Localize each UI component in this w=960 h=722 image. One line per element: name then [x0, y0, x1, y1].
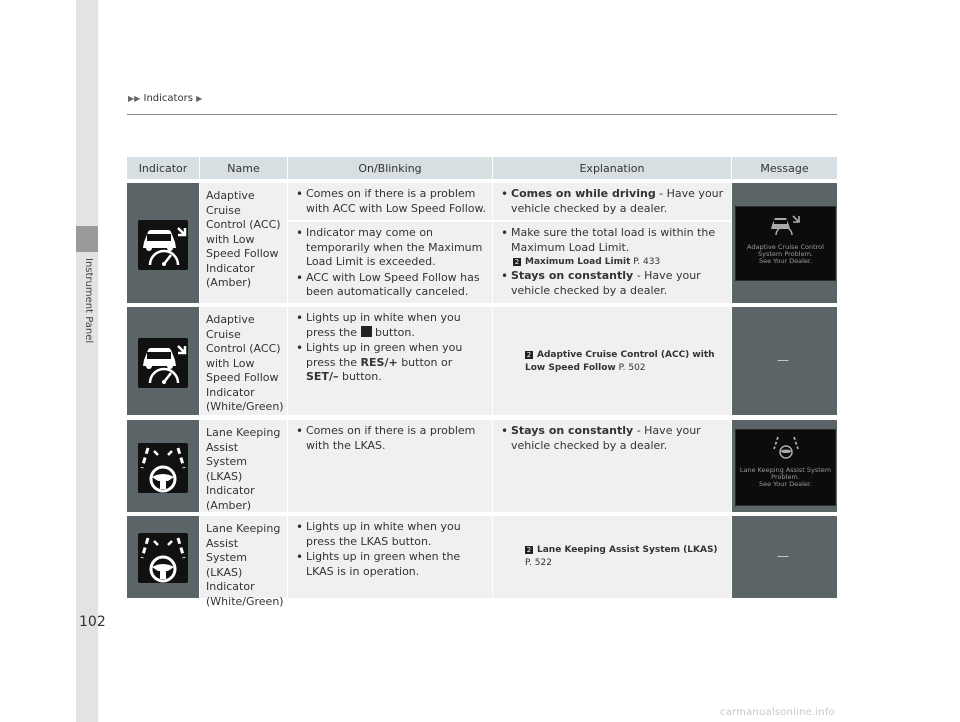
on-blinking-cell	[288, 307, 492, 415]
message-line: Adaptive Cruise Control	[747, 243, 824, 251]
list-item: • Make sure the total load is within the Maximum Load Limit.	[501, 226, 725, 255]
list-item: • Lights up in white when you press the button.	[296, 311, 486, 340]
message-display	[735, 206, 836, 281]
list-item: • Stays on constantly - Have your vehicle checked by a dealer.	[501, 269, 725, 298]
lkas-white-green-icon	[138, 533, 188, 583]
on-blinking-cell	[288, 183, 492, 220]
header-explanation: Explanation	[493, 157, 731, 179]
lkas-amber-icon	[138, 443, 188, 493]
acc-button-icon	[361, 326, 372, 337]
header-message: Message	[732, 157, 837, 179]
header-name: Name	[200, 157, 287, 179]
header-indicator: Indicator	[127, 157, 199, 179]
list-item: • Lights up in white when you press the LKAS button.	[296, 520, 486, 549]
indicator-name: Adaptive Cruise Control (ACC) with Low Speed Follow Indicator (White/Green)	[200, 307, 287, 415]
message-line: See Your Dealer.	[758, 257, 813, 265]
message-line: System Problem.	[758, 250, 813, 258]
explanation-cell	[493, 516, 731, 598]
message-empty: —	[777, 549, 789, 563]
message-line: Problem.	[771, 473, 800, 481]
message-display	[735, 429, 836, 506]
arrow-icon: 2	[526, 351, 532, 359]
indicator-name: Lane Keeping Assist System (LKAS) Indicator (White/Green)	[200, 516, 287, 598]
list-item: • Lights up in green when you press the RES/+ button or SET/– button.	[296, 341, 486, 385]
acc-amber-icon	[138, 220, 188, 270]
explanation-cell	[493, 183, 731, 220]
arrow-icon: 2	[526, 546, 532, 554]
message-line: Lane Keeping Assist System	[739, 466, 832, 474]
list-item: • Comes on if there is a problem with the LKAS.	[296, 424, 486, 453]
header-divider	[127, 114, 837, 115]
side-tab-marker	[76, 226, 98, 252]
list-item: • Indicator may come on temporarily when the Maximum Load Limit is exceeded.	[296, 226, 486, 270]
explanation-cell	[493, 420, 731, 512]
breadcrumb[interactable]	[128, 93, 202, 104]
list-item: • Lights up in green when the LKAS is in operation.	[296, 550, 486, 579]
explanation-cell	[493, 222, 731, 303]
page-reference[interactable]: 2 Maximum Load Limit P. 433	[514, 257, 661, 267]
message-line: See Your Dealer.	[758, 480, 813, 488]
arrow-icon: 2	[514, 258, 520, 266]
header-on-blinking: On/Blinking	[288, 157, 492, 179]
on-blinking-cell	[288, 420, 492, 512]
list-item: • ACC with Low Speed Follow has been automatically canceled.	[296, 271, 486, 300]
explanation-cell	[493, 307, 731, 415]
indicator-name: Adaptive Cruise Control (ACC) with Low Speed Follow Indicator (Amber)	[200, 183, 287, 303]
list-item: • Stays on constantly - Have your vehicle checked by a dealer.	[501, 424, 725, 453]
indicator-name: Lane Keeping Assist System (LKAS) Indicator (Amber)	[200, 420, 287, 512]
acc-white-green-icon	[138, 338, 188, 388]
page-reference[interactable]: 2 Adaptive Cruise Control (ACC) with Low Speed Follow P. 502	[525, 350, 715, 373]
breadcrumb-item[interactable]: Indicators	[143, 93, 193, 104]
message-empty: —	[777, 353, 789, 367]
watermark: carmanualsonline.info	[720, 707, 835, 718]
list-item: • Comes on while driving - Have your vehicle checked by a dealer.	[501, 187, 725, 216]
section-label: Instrument Panel	[83, 258, 94, 344]
page-reference[interactable]: 2 Lane Keeping Assist System (LKAS) P. 522	[525, 545, 718, 568]
on-blinking-cell	[288, 516, 492, 598]
on-blinking-cell	[288, 222, 492, 303]
list-item: • Comes on if there is a problem with ACC with Low Speed Follow.	[296, 187, 486, 216]
chevron-right-icon: ▶▶	[128, 94, 141, 103]
chevron-right-icon: ▶	[196, 94, 203, 103]
page-number: 102	[79, 614, 106, 630]
